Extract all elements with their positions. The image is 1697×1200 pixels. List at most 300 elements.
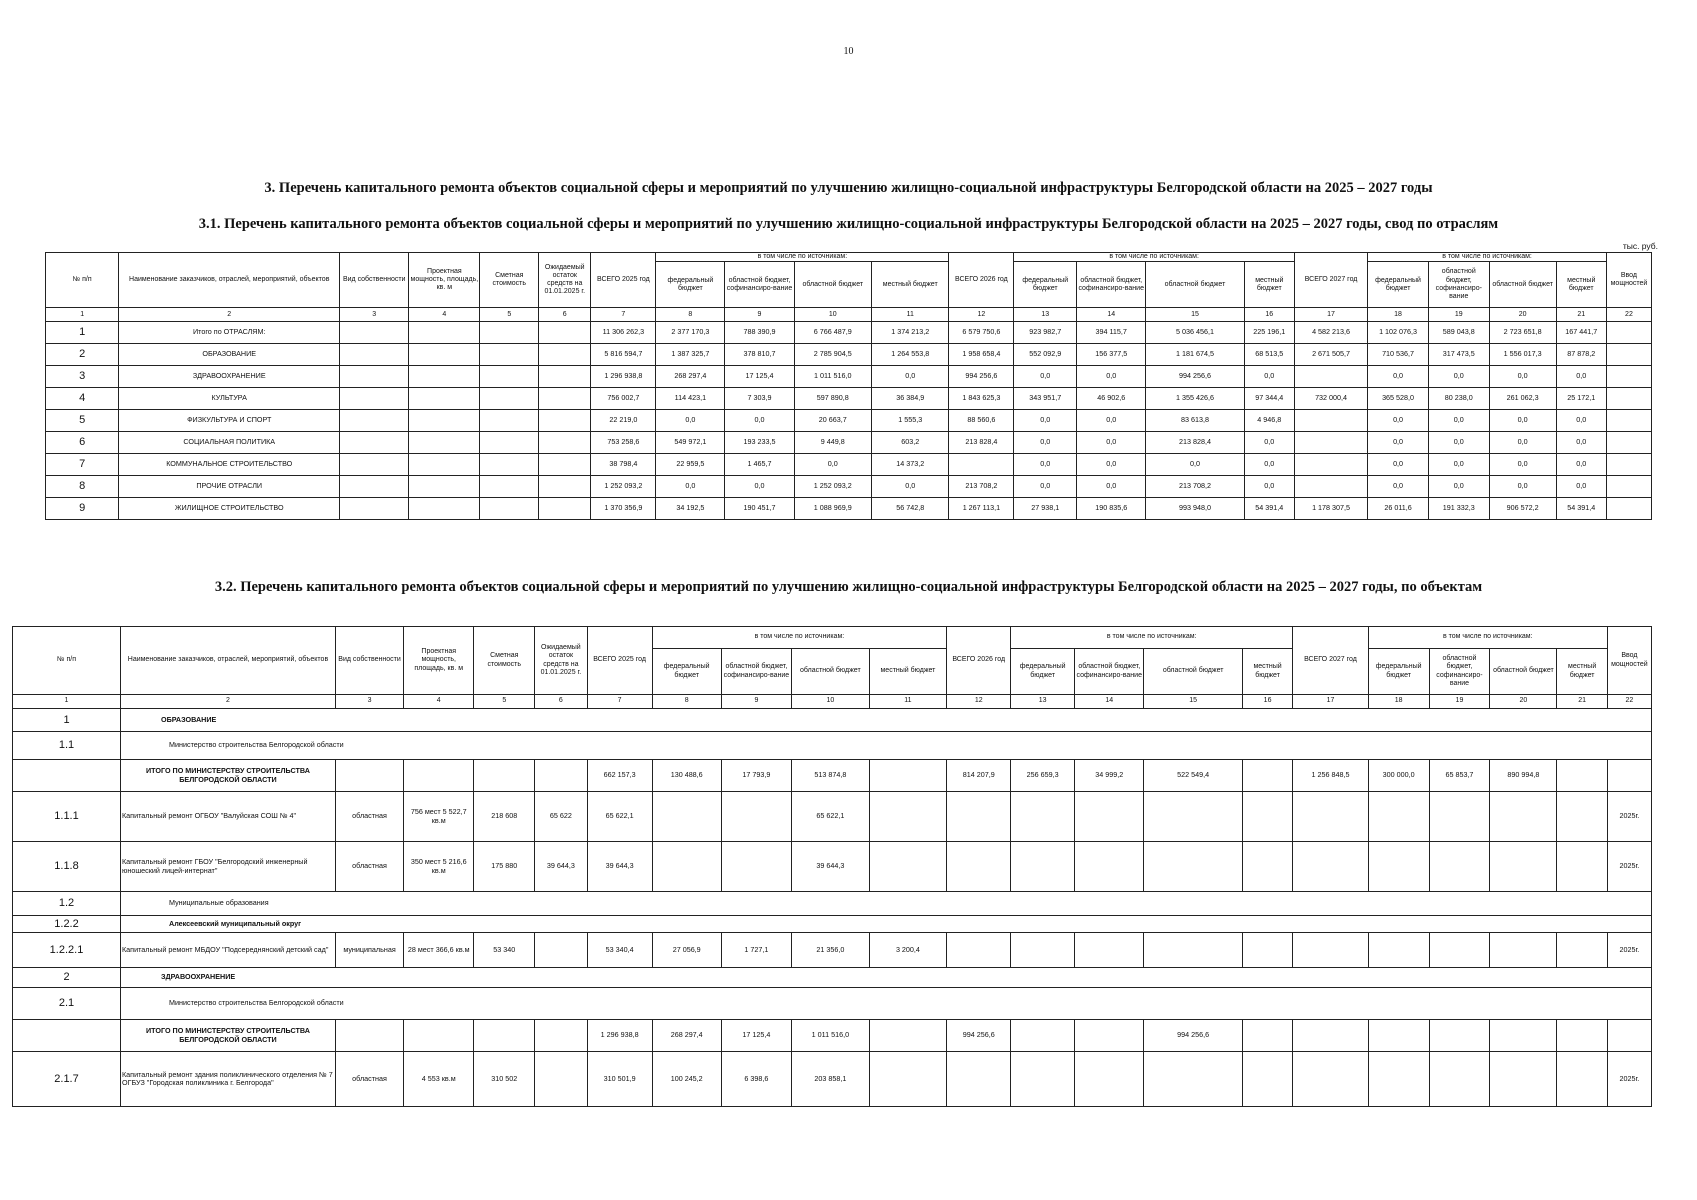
table-cell: 68 513,5 [1244, 344, 1294, 366]
table-cell [1557, 1052, 1607, 1107]
row-name: КУЛЬТУРА [119, 388, 340, 410]
table-cell: 0,0 [1556, 476, 1606, 498]
header-commission: Ввод мощностей [1606, 253, 1651, 308]
table-cell [1075, 792, 1144, 842]
table-cell: 994 256,6 [949, 366, 1014, 388]
table-cell [480, 410, 539, 432]
header-regional: областной бюджет [1144, 649, 1243, 695]
column-number: 12 [947, 695, 1011, 709]
subsection-row [13, 732, 1652, 760]
column-number: 9 [725, 308, 794, 322]
table-cell: 0,0 [1368, 476, 1429, 498]
table-cell: 994 256,6 [1144, 1020, 1243, 1052]
row-number: 7 [46, 454, 119, 476]
table-cell [869, 1020, 947, 1052]
row-number [13, 1020, 121, 1052]
row-number: 1.1 [13, 732, 121, 760]
table-cell: 39 644,3 [792, 842, 870, 892]
column-number: 6 [535, 695, 587, 709]
table-cell [1293, 933, 1369, 968]
table-cell: 0,0 [1489, 366, 1556, 388]
table-cell [539, 366, 591, 388]
section-row [13, 968, 1652, 988]
column-number: 7 [587, 695, 652, 709]
table-cell: 56 742,8 [871, 498, 948, 520]
table-cell: 65 622,1 [587, 792, 652, 842]
table-cell: 3 200,4 [869, 933, 947, 968]
table-cell: 2 723 651,8 [1489, 322, 1556, 344]
table-cell: 1 011 516,0 [792, 1020, 870, 1052]
summary-row [46, 432, 1652, 454]
header-total-2027: ВСЕГО 2027 год [1294, 253, 1367, 308]
column-number: 8 [656, 308, 725, 322]
units-label: тыс. руб. [1622, 241, 1658, 251]
header-total-2026: ВСЕГО 2026 год [947, 627, 1011, 695]
table-cell: 36 384,9 [871, 388, 948, 410]
header-regional: областной бюджет [1146, 262, 1244, 308]
header-local: местный бюджет [1556, 262, 1606, 308]
table-cell: 1 256 848,5 [1293, 760, 1369, 792]
table-cell: 39 644,3 [587, 842, 652, 892]
row-number: 1.2 [13, 892, 121, 916]
column-number: 14 [1075, 695, 1144, 709]
table-cell [1075, 933, 1144, 968]
column-number: 17 [1294, 308, 1367, 322]
table-cell: 2 785 904,5 [794, 344, 871, 366]
header-local: местный бюджет [871, 262, 948, 308]
row-name: ФИЗКУЛЬТУРА И СПОРТ [119, 410, 340, 432]
table-cell [1144, 933, 1243, 968]
table-cell [1606, 432, 1651, 454]
table-cell [1368, 842, 1429, 892]
column-number: 5 [474, 695, 535, 709]
table-cell [1011, 933, 1075, 968]
table-cell [1144, 1052, 1243, 1107]
capacity-cell: 756 мест 5 522,7 кв.м [404, 792, 474, 842]
ownership-cell [340, 388, 409, 410]
header-total-2027: ВСЕГО 2027 год [1293, 627, 1369, 695]
header-federal: федеральный бюджет [1368, 262, 1429, 308]
table-cell: 2 377 170,3 [656, 322, 725, 344]
table-cell [1429, 792, 1490, 842]
table-cell [1368, 1020, 1429, 1052]
summary-row [46, 476, 1652, 498]
table-cell: 993 948,0 [1146, 498, 1244, 520]
column-number: 3 [335, 695, 403, 709]
table-cell: 54 391,4 [1244, 498, 1294, 520]
table-cell: 39 644,3 [535, 842, 587, 892]
ownership-cell [340, 410, 409, 432]
header-regional: областной бюджет [1489, 262, 1556, 308]
table-cell: 87 878,2 [1556, 344, 1606, 366]
table-cell: 175 880 [474, 842, 535, 892]
header-local: местный бюджет [1557, 649, 1607, 695]
table-cell [1011, 792, 1075, 842]
header-local: местный бюджет [1242, 649, 1292, 695]
table-cell: 130 488,6 [652, 760, 721, 792]
table-cell: 65 622,1 [792, 792, 870, 842]
table-cell [1242, 760, 1292, 792]
table-cell: 1 355 426,6 [1146, 388, 1244, 410]
table-cell [1294, 366, 1367, 388]
table-cell [1293, 792, 1369, 842]
summary-row [46, 410, 1652, 432]
row-number: 1.2.2.1 [13, 933, 121, 968]
ownership-cell: областная [335, 842, 403, 892]
table-cell: 0,0 [1146, 454, 1244, 476]
table-cell: 34 192,5 [656, 498, 725, 520]
table-cell: 167 441,7 [1556, 322, 1606, 344]
table-cell: 0,0 [1368, 432, 1429, 454]
row-name: СОЦИАЛЬНАЯ ПОЛИТИКА [119, 432, 340, 454]
table-cell: 0,0 [1077, 366, 1146, 388]
table-cell: 191 332,3 [1428, 498, 1489, 520]
table-cell [1429, 1020, 1490, 1052]
table-cell: 603,2 [871, 432, 948, 454]
table-cell: 0,0 [1368, 454, 1429, 476]
header-sources-2026: в том числе по источникам: [1014, 253, 1295, 262]
column-number: 16 [1244, 308, 1294, 322]
row-name: Капитальный ремонт ГБОУ "Белгородский инженерный юношеский лицей-интернат" [121, 842, 336, 892]
table-cell: 218 608 [474, 792, 535, 842]
header-regional: областной бюджет [792, 649, 870, 695]
table-cell: 753 258,6 [591, 432, 656, 454]
header-regional-cof: областной бюджет, софинансиро-вание [1077, 262, 1146, 308]
row-number: 1 [46, 322, 119, 344]
table-cell: 1 252 093,2 [591, 476, 656, 498]
table-cell [480, 366, 539, 388]
object-row [13, 1052, 1652, 1107]
table-cell: 1 556 017,3 [1489, 344, 1556, 366]
table-cell: 1 181 674,5 [1146, 344, 1244, 366]
table-cell: 1 843 625,3 [949, 388, 1014, 410]
table-cell: 34 999,2 [1075, 760, 1144, 792]
table-cell [480, 432, 539, 454]
column-number: 19 [1428, 308, 1489, 322]
header-no: № п/п [13, 627, 121, 695]
table-cell: 46 902,6 [1077, 388, 1146, 410]
ownership-cell [340, 366, 409, 388]
table-cell: 0,0 [656, 410, 725, 432]
table-cell: 662 157,3 [587, 760, 652, 792]
table-cell: 6 579 750,6 [949, 322, 1014, 344]
table-cell [1011, 842, 1075, 892]
header-name: Наименование заказчиков, отраслей, мероприятий, объектов [121, 627, 336, 695]
row-name: Муниципальные образования [121, 892, 1652, 916]
column-number: 6 [539, 308, 591, 322]
capacity-cell: 28 мест 366,6 кв.м [404, 933, 474, 968]
table-cell: 256 659,3 [1011, 760, 1075, 792]
table-cell [480, 388, 539, 410]
table-cell: 890 994,8 [1490, 760, 1557, 792]
section-title-3-2: 3.2. Перечень капитального ремонта объектов социальной сферы и мероприятий по улучшению жилищно-социальной инфраструктуры Белгородской области на 2025 – 2027 годы, по объектам [214, 579, 1483, 595]
table-cell: 83 613,8 [1146, 410, 1244, 432]
table-cell [652, 842, 721, 892]
table-cell: 9 449,8 [794, 432, 871, 454]
subsection-row [13, 916, 1652, 933]
table-cell: 378 810,7 [725, 344, 794, 366]
table-cell [480, 322, 539, 344]
header-federal: федеральный бюджет [1011, 649, 1075, 695]
table-cell: 710 536,7 [1368, 344, 1429, 366]
table-cell [1429, 842, 1490, 892]
header-capacity: Проектная мощность, площадь, кв. м [404, 627, 474, 695]
table-cell [1011, 1052, 1075, 1107]
column-number: 11 [869, 695, 947, 709]
table-cell: 552 092,9 [1014, 344, 1077, 366]
capacity-cell [409, 410, 480, 432]
table-cell: 1 011 516,0 [794, 366, 871, 388]
column-number: 7 [591, 308, 656, 322]
table-cell: 310 502 [474, 1052, 535, 1107]
table-cell: 17 125,4 [725, 366, 794, 388]
header-federal: федеральный бюджет [656, 262, 725, 308]
header-remainder: Ожидаемый остаток средств на 01.01.2025 г. [535, 627, 587, 695]
table-cell: 0,0 [1489, 476, 1556, 498]
capacity-cell [409, 454, 480, 476]
table-cell: 0,0 [1428, 454, 1489, 476]
table-cell: 0,0 [1014, 454, 1077, 476]
table-cell [1368, 792, 1429, 842]
row-name: ПРОЧИЕ ОТРАСЛИ [119, 476, 340, 498]
capacity-cell [409, 498, 480, 520]
ownership-cell: муниципальная [335, 933, 403, 968]
row-number: 5 [46, 410, 119, 432]
table-cell: 0,0 [1244, 454, 1294, 476]
header-commission: Ввод мощностей [1607, 627, 1651, 695]
table-cell: 0,0 [1556, 410, 1606, 432]
table-cell: 53 340 [474, 933, 535, 968]
header-regional: областной бюджет [794, 262, 871, 308]
header-sources-2025: в том числе по источникам: [656, 253, 949, 262]
column-number: 1 [46, 308, 119, 322]
table-cell: 0,0 [1556, 366, 1606, 388]
row-number: 8 [46, 476, 119, 498]
table-cell [1557, 760, 1607, 792]
row-number [13, 760, 121, 792]
column-number: 12 [949, 308, 1014, 322]
summary-table [45, 252, 1652, 520]
header-capacity: Проектная мощность, площадь, кв. м [409, 253, 480, 308]
capacity-cell [409, 322, 480, 344]
table-cell: 310 501,9 [587, 1052, 652, 1107]
header-total-2025: ВСЕГО 2025 год [591, 253, 656, 308]
table-cell: 756 002,7 [591, 388, 656, 410]
capacity-cell [409, 344, 480, 366]
table-cell: 0,0 [1077, 410, 1146, 432]
table-cell [535, 933, 587, 968]
table-cell: 1 102 076,3 [1368, 322, 1429, 344]
table-cell: 1 387 325,7 [656, 344, 725, 366]
row-name: ИТОГО ПО МИНИСТЕРСТВУ СТРОИТЕЛЬСТВА БЕЛГОРОДСКОЙ ОБЛАСТИ [121, 760, 336, 792]
column-number: 2 [121, 695, 336, 709]
table-cell: 0,0 [871, 476, 948, 498]
column-number: 15 [1144, 695, 1243, 709]
capacity-cell: 4 553 кв.м [404, 1052, 474, 1107]
table-cell: 6 766 487,9 [794, 322, 871, 344]
table-cell: 268 297,4 [652, 1020, 721, 1052]
header-remainder: Ожидаемый остаток средств на 01.01.2025 г. [539, 253, 591, 308]
table-cell: 80 238,0 [1428, 388, 1489, 410]
table-cell [1490, 933, 1557, 968]
capacity-cell [404, 760, 474, 792]
table-cell: 0,0 [1244, 432, 1294, 454]
table-cell [1429, 1052, 1490, 1107]
table-cell [1557, 1020, 1607, 1052]
ownership-cell: областная [335, 1052, 403, 1107]
row-number: 2.1 [13, 988, 121, 1020]
ownership-cell [340, 344, 409, 366]
table-cell [1242, 792, 1292, 842]
table-cell: 0,0 [1489, 432, 1556, 454]
table-cell: 65 622 [535, 792, 587, 842]
table-cell: 225 196,1 [1244, 322, 1294, 344]
table-cell: 1 374 213,2 [871, 322, 948, 344]
capacity-cell: 350 мест 5 216,6 кв.м [404, 842, 474, 892]
table-cell: 0,0 [656, 476, 725, 498]
row-number: 1.2.2 [13, 916, 121, 933]
table-cell [1606, 410, 1651, 432]
page-number: 10 [843, 46, 854, 57]
row-name: ЖИЛИЩНОЕ СТРОИТЕЛЬСТВО [119, 498, 340, 520]
row-name: ОБРАЗОВАНИЕ [121, 709, 1652, 732]
table-cell: 213 708,2 [949, 476, 1014, 498]
table-cell [480, 476, 539, 498]
table-cell: 549 972,1 [656, 432, 725, 454]
table-cell: 65 853,7 [1429, 760, 1490, 792]
table-cell [539, 454, 591, 476]
table-cell [1606, 476, 1651, 498]
capacity-cell [404, 1020, 474, 1052]
table-cell: 1 264 553,8 [871, 344, 948, 366]
table-cell: 190 835,6 [1077, 498, 1146, 520]
column-number: 11 [871, 308, 948, 322]
table-cell: 732 000,4 [1294, 388, 1367, 410]
table-cell [480, 454, 539, 476]
header-ownership: Вид собственности [335, 627, 403, 695]
table-cell: 0,0 [1014, 410, 1077, 432]
row-number: 2 [13, 968, 121, 988]
column-number: 22 [1606, 308, 1651, 322]
table-cell [1011, 1020, 1075, 1052]
table-cell [947, 933, 1011, 968]
row-name: ИТОГО ПО МИНИСТЕРСТВУ СТРОИТЕЛЬСТВА БЕЛГОРОДСКОЙ ОБЛАСТИ [121, 1020, 336, 1052]
table-cell [1144, 792, 1243, 842]
column-numbers-row [13, 695, 1652, 709]
column-number: 1 [13, 695, 121, 709]
column-number: 13 [1011, 695, 1075, 709]
table-cell: 1 252 093,2 [794, 476, 871, 498]
row-name: Капитальный ремонт МБДОУ "Подсереднянский детский сад" [121, 933, 336, 968]
section-row [13, 709, 1652, 732]
table-cell: 597 890,8 [794, 388, 871, 410]
object-row [13, 933, 1652, 968]
table-cell: 317 473,5 [1428, 344, 1489, 366]
objects-table [12, 626, 1652, 1107]
table-cell: 1 267 113,1 [949, 498, 1014, 520]
column-number: 8 [652, 695, 721, 709]
row-number: 2.1.7 [13, 1052, 121, 1107]
table-cell [1429, 933, 1490, 968]
table-cell: 114 423,1 [656, 388, 725, 410]
ownership-cell [335, 1020, 403, 1052]
table-cell [1557, 933, 1607, 968]
table-cell [539, 410, 591, 432]
table-cell: 365 528,0 [1368, 388, 1429, 410]
row-number: 4 [46, 388, 119, 410]
table-cell [474, 760, 535, 792]
table-cell: 0,0 [1428, 432, 1489, 454]
table-cell [1294, 476, 1367, 498]
table-cell: 1 958 658,4 [949, 344, 1014, 366]
header-estimate: Сметная стоимость [480, 253, 539, 308]
column-number: 21 [1556, 308, 1606, 322]
table-cell [1490, 1020, 1557, 1052]
capacity-cell [409, 476, 480, 498]
table-cell: 190 451,7 [725, 498, 794, 520]
table-cell [1075, 842, 1144, 892]
table-cell: 394 115,7 [1077, 322, 1146, 344]
subsection-row [13, 892, 1652, 916]
header-name: Наименование заказчиков, отраслей, мероприятий, объектов [119, 253, 340, 308]
capacity-cell [409, 366, 480, 388]
table-cell: 27 938,1 [1014, 498, 1077, 520]
table-cell: 589 043,8 [1428, 322, 1489, 344]
table-cell [1294, 454, 1367, 476]
table-cell: 0,0 [1014, 366, 1077, 388]
column-number: 3 [340, 308, 409, 322]
header-federal: федеральный бюджет [1368, 649, 1429, 695]
table-cell: 522 549,4 [1144, 760, 1243, 792]
header-sources-2027: в том числе по источникам: [1368, 253, 1607, 262]
table-cell: 0,0 [1489, 410, 1556, 432]
subsection-row [13, 988, 1652, 1020]
table-cell: 1 555,3 [871, 410, 948, 432]
table-cell: 22 219,0 [591, 410, 656, 432]
ownership-cell [340, 454, 409, 476]
header-no: № п/п [46, 253, 119, 308]
row-name: Министерство строительства Белгородской области [121, 732, 1652, 760]
table-cell: 53 340,4 [587, 933, 652, 968]
table-cell [1293, 1052, 1369, 1107]
table-cell [539, 344, 591, 366]
table-cell: 27 056,9 [652, 933, 721, 968]
table-cell [1144, 842, 1243, 892]
table-cell [480, 498, 539, 520]
table-cell: 156 377,5 [1077, 344, 1146, 366]
column-number: 18 [1368, 695, 1429, 709]
row-name: Министерство строительства Белгородской области [121, 988, 1652, 1020]
table-cell [869, 1052, 947, 1107]
ownership-cell [340, 498, 409, 520]
header-ownership: Вид собственности [340, 253, 409, 308]
table-cell [1294, 432, 1367, 454]
column-number: 15 [1146, 308, 1244, 322]
table-cell: 1 088 969,9 [794, 498, 871, 520]
table-cell: 0,0 [1556, 454, 1606, 476]
table-cell: 0,0 [1014, 476, 1077, 498]
table-cell: 1 370 356,9 [591, 498, 656, 520]
table-cell: 2025г. [1607, 792, 1651, 842]
table-cell [1075, 1052, 1144, 1107]
table-cell: 0,0 [1428, 410, 1489, 432]
total-row [13, 1020, 1652, 1052]
column-number: 14 [1077, 308, 1146, 322]
ownership-cell [340, 432, 409, 454]
header-regional-cof: областной бюджет, софинансиро-вание [725, 262, 794, 308]
table-cell: 513 874,8 [792, 760, 870, 792]
table-cell [947, 1052, 1011, 1107]
